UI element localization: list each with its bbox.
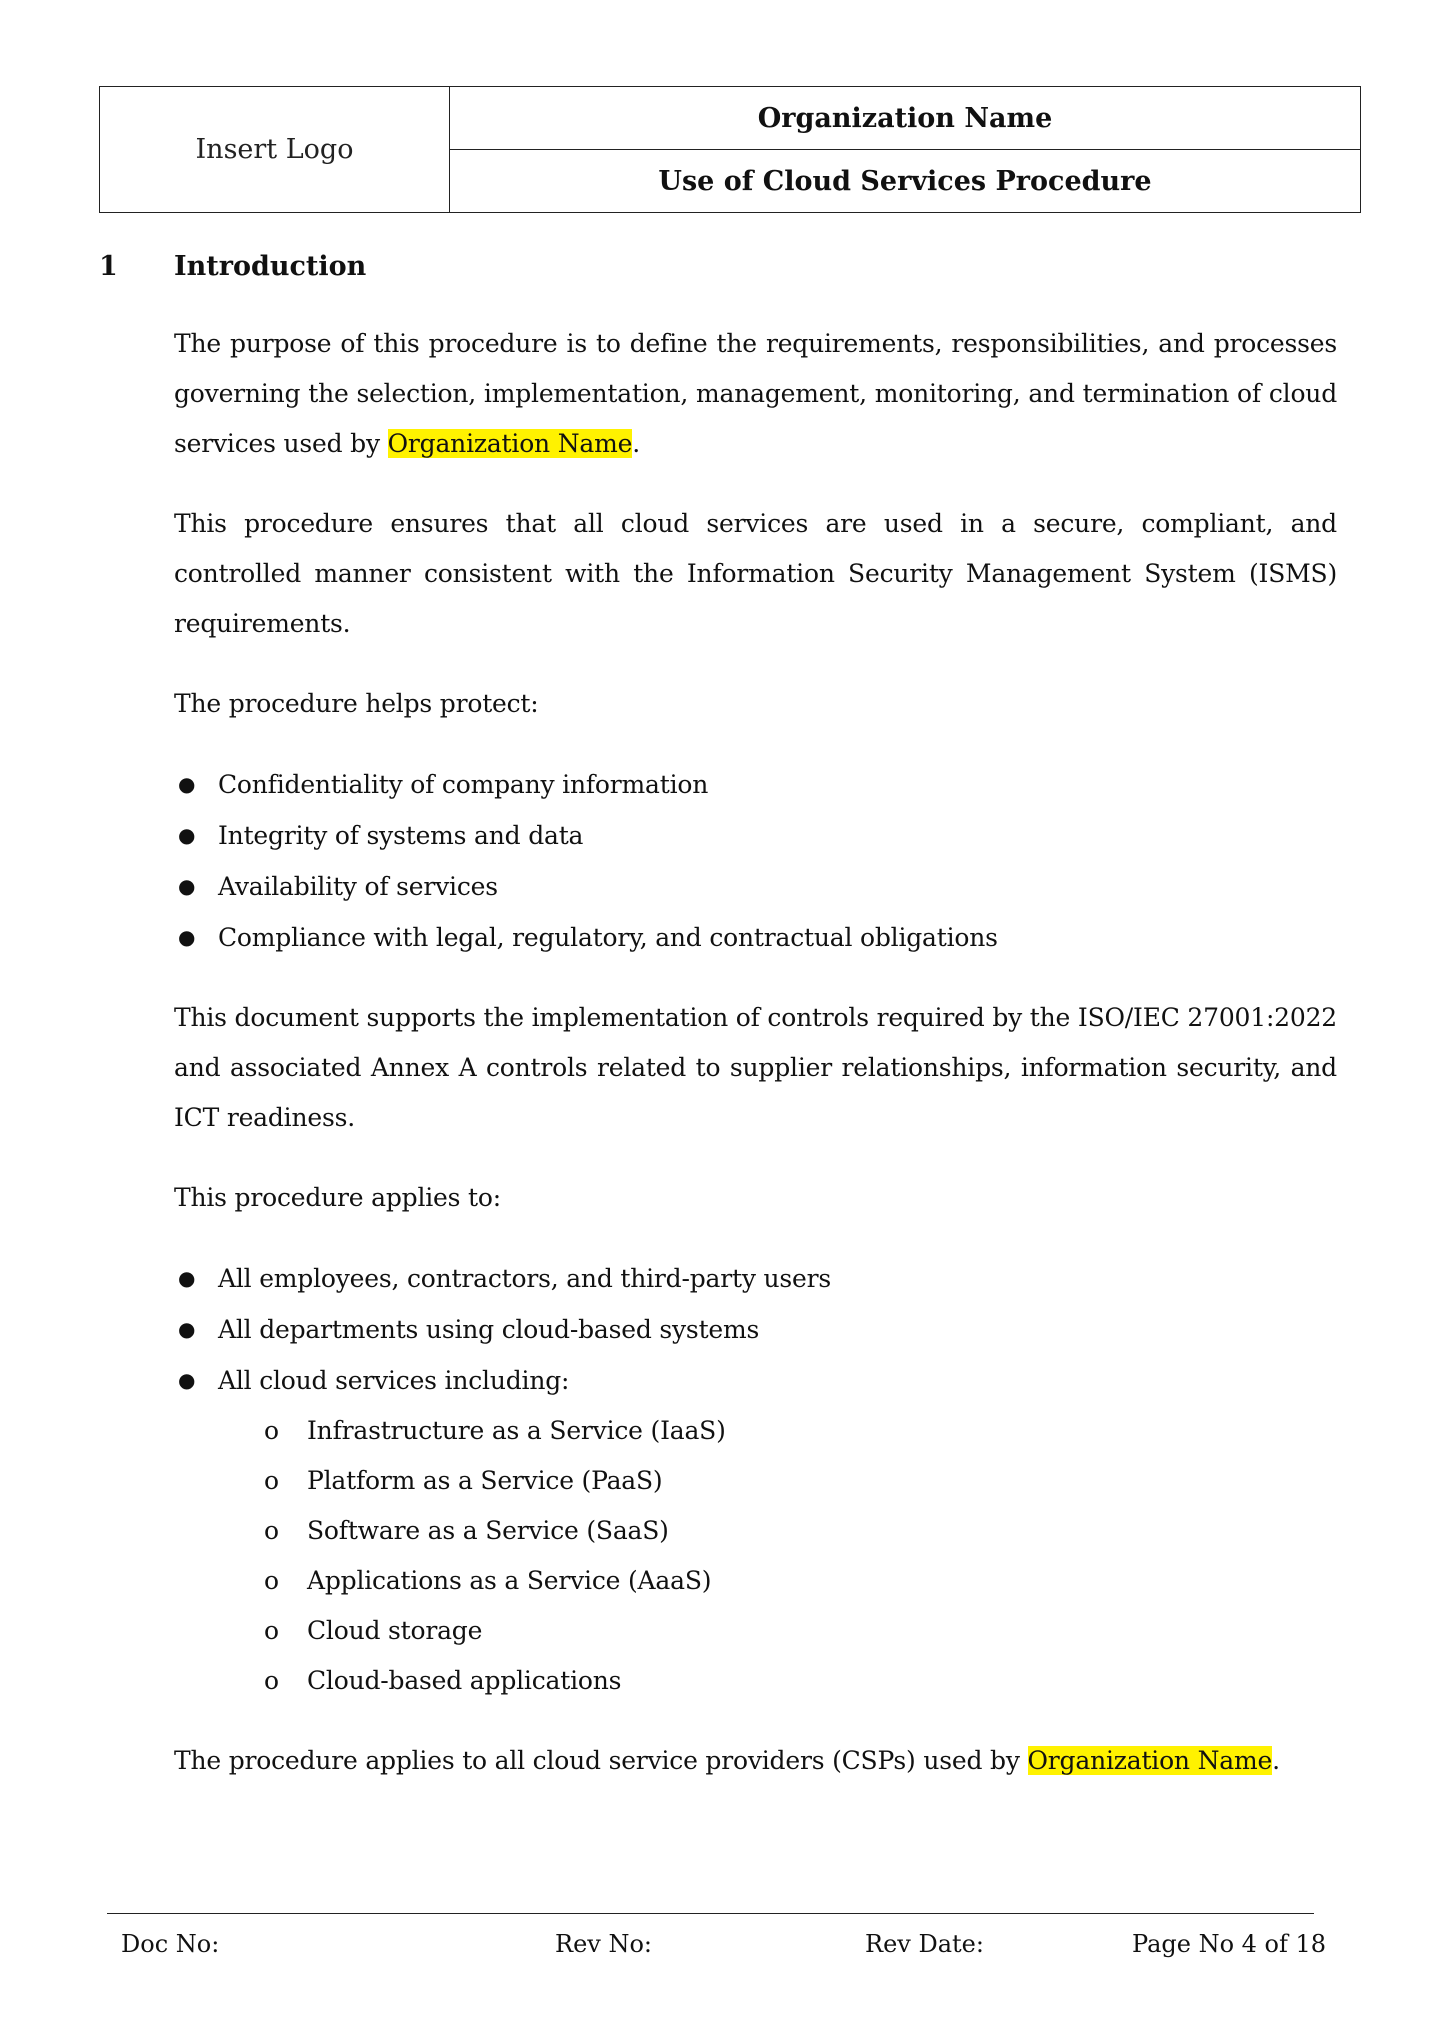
- highlighted-organization-name: Organization Name: [387, 429, 633, 458]
- section-title: Introduction: [174, 251, 367, 282]
- highlighted-organization-name: Organization Name: [1027, 1746, 1273, 1775]
- circle-bullet-icon: o: [264, 1666, 279, 1695]
- purpose-paragraph: [174, 319, 1337, 469]
- csp-text-end: .: [1272, 1746, 1280, 1775]
- protect-list: [99, 759, 1339, 963]
- cloud-services-sublist: [99, 1406, 1339, 1706]
- section-heading: [99, 245, 1339, 289]
- footer-page-number: Page No 4 of 18: [1132, 1930, 1327, 1958]
- circle-bullet-icon: o: [264, 1466, 279, 1495]
- sublist-item-text: Software as a Service (SaaS): [307, 1516, 669, 1545]
- list-item: [99, 810, 1339, 861]
- bullet-icon: ●: [178, 1317, 196, 1341]
- bullet-icon: ●: [178, 874, 196, 898]
- sublist-item-text: Platform as a Service (PaaS): [307, 1466, 663, 1495]
- list-item-text: Integrity of systems and data: [218, 821, 584, 850]
- purpose-text: The purpose of this procedure is to define the requirements, responsibilities, and processes governing the selection, implementation, management, monitoring, and termination of cloud services used by: [174, 329, 1337, 458]
- logo-placeholder: Insert Logo: [100, 87, 450, 213]
- sublist-item-text: Infrastructure as a Service (IaaS): [307, 1416, 726, 1445]
- sublist-item-text: Cloud storage: [307, 1616, 483, 1645]
- footer-divider: [107, 1913, 1314, 1914]
- list-item: [99, 861, 1339, 912]
- sublist-item: [99, 1406, 1339, 1456]
- protect-intro-paragraph: The procedure helps protect:: [174, 689, 539, 718]
- document-header-table: [99, 86, 1361, 213]
- list-item-text: Confidentiality of company information: [218, 770, 709, 799]
- footer-rev-no: Rev No:: [555, 1930, 652, 1958]
- circle-bullet-icon: o: [264, 1416, 279, 1445]
- sublist-item: [99, 1456, 1339, 1506]
- bullet-icon: ●: [178, 1266, 196, 1290]
- list-item-text: Compliance with legal, regulatory, and contractual obligations: [218, 923, 998, 952]
- list-item: [99, 1355, 1339, 1706]
- list-item-text: All employees, contractors, and third-party users: [218, 1264, 831, 1293]
- list-item-text: Availability of services: [218, 872, 498, 901]
- footer-rev-date: Rev Date:: [865, 1930, 984, 1958]
- applies-intro-paragraph: This procedure applies to:: [174, 1183, 501, 1212]
- list-item: [99, 1253, 1339, 1304]
- list-item-text: All cloud services including:: [218, 1366, 570, 1395]
- list-item: [99, 759, 1339, 810]
- list-item: [99, 912, 1339, 963]
- sublist-item-text: Applications as a Service (AaaS): [307, 1566, 712, 1595]
- applies-list: [99, 1253, 1339, 1706]
- sublist-item: [99, 1656, 1339, 1706]
- ensures-paragraph: This procedure ensures that all cloud services are used in a secure, compliant, and controlled manner consistent with the Information Security Management System (ISMS) requirements.: [174, 509, 1337, 638]
- section-number: 1: [99, 251, 118, 282]
- csp-paragraph: [174, 1736, 1337, 1786]
- sublist-item: [99, 1506, 1339, 1556]
- sublist-item: [99, 1606, 1339, 1656]
- circle-bullet-icon: o: [264, 1616, 279, 1645]
- bullet-icon: ●: [178, 1368, 196, 1392]
- circle-bullet-icon: o: [264, 1566, 279, 1595]
- bullet-icon: ●: [178, 925, 196, 949]
- bullet-icon: ●: [178, 823, 196, 847]
- document-body: [99, 245, 1339, 1816]
- csp-text: The procedure applies to all cloud service providers (CSPs) used by: [174, 1746, 1028, 1775]
- circle-bullet-icon: o: [264, 1516, 279, 1545]
- organization-name: Organization Name: [450, 87, 1361, 150]
- sublist-item: [99, 1556, 1339, 1606]
- iso-paragraph: This document supports the implementation of controls required by the ISO/IEC 27001:2022 and associated Annex A controls related to supplier relationships, information security, and ICT readiness.: [174, 1003, 1337, 1132]
- document-title: Use of Cloud Services Procedure: [450, 150, 1361, 213]
- purpose-text-end: .: [632, 429, 640, 458]
- footer-doc-no: Doc No:: [121, 1930, 220, 1958]
- list-item-text: All departments using cloud-based systems: [218, 1315, 760, 1344]
- bullet-icon: ●: [178, 772, 196, 796]
- sublist-item-text: Cloud-based applications: [307, 1666, 622, 1695]
- list-item: [99, 1304, 1339, 1355]
